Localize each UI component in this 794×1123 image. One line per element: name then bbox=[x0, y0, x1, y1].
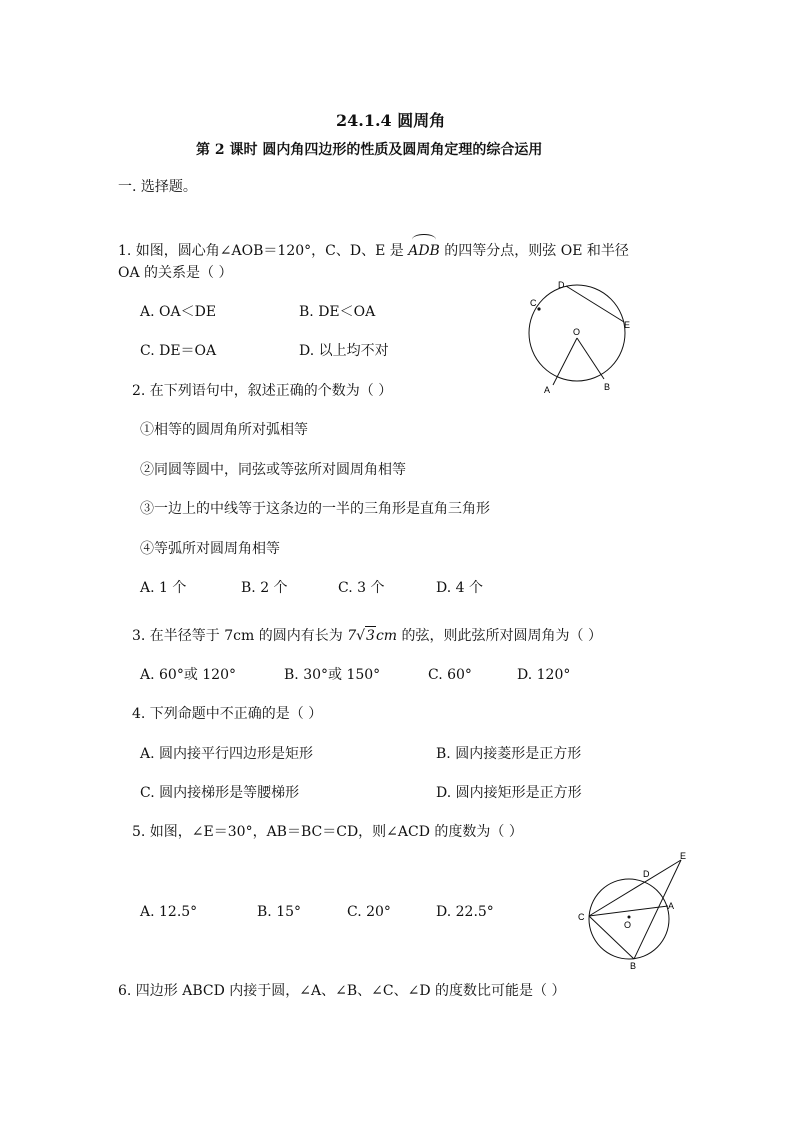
q5-circle-figure bbox=[572, 848, 696, 972]
q5-label-c: C bbox=[578, 912, 585, 922]
q2-option-c[interactable]: C. 3 个 bbox=[338, 580, 385, 596]
page-title: 24.1.4 圆周角 bbox=[336, 111, 446, 130]
q1-label-e: E bbox=[624, 320, 631, 330]
q3-option-b[interactable]: B. 30°或 150° bbox=[284, 667, 381, 683]
question-3-stem bbox=[132, 626, 602, 645]
q2-statement-3: ③一边上的中线等于这条边的一半的三角形是直角三角形 bbox=[140, 501, 490, 517]
q2-option-b[interactable]: B. 2 个 bbox=[241, 580, 288, 596]
q4-option-c[interactable]: C. 圆内接梯形是等腰梯形 bbox=[140, 785, 300, 801]
q1-label-b: B bbox=[604, 382, 611, 392]
question-5-stem: 5. 如图，∠E＝30°，AB＝BC＝CD，则∠ACD 的度数为（ ） bbox=[132, 824, 523, 840]
q5-label-d: D bbox=[643, 869, 650, 879]
q1-label-d: D bbox=[558, 280, 565, 290]
section-heading: 一. 选择题。 bbox=[118, 179, 197, 195]
q5-option-a[interactable]: A. 12.5° bbox=[140, 904, 198, 920]
q1-prefix: 1. 如图，圆心角∠AOB＝120°，C、D、E 是 bbox=[118, 243, 404, 259]
q5-option-d[interactable]: D. 22.5° bbox=[436, 904, 494, 920]
q2-statement-2: ②同圆等圆中，同弦或等弦所对圆周角相等 bbox=[140, 462, 406, 478]
q3-option-c[interactable]: C. 60° bbox=[428, 667, 472, 683]
q3-math: 7√3cm bbox=[347, 628, 398, 644]
q1-circle-figure bbox=[520, 276, 640, 400]
question-2-stem: 2. 在下列语句中，叙述正确的个数为（ ） bbox=[132, 383, 393, 399]
q1-arc-adb: ADB bbox=[408, 243, 440, 259]
q1-option-d[interactable]: D. 以上均不对 bbox=[299, 343, 389, 359]
q2-option-d[interactable]: D. 4 个 bbox=[436, 580, 483, 596]
q2-option-a[interactable]: A. 1 个 bbox=[140, 580, 187, 596]
q5-option-c[interactable]: C. 20° bbox=[347, 904, 391, 920]
q3-option-d[interactable]: D. 120° bbox=[517, 667, 571, 683]
q5-label-b: B bbox=[630, 961, 637, 971]
q2-statement-4: ④等弧所对圆周角相等 bbox=[140, 541, 280, 557]
question-4-stem: 4. 下列命题中不正确的是（ ） bbox=[132, 706, 323, 722]
q1-label-a: A bbox=[544, 385, 551, 395]
q4-option-a[interactable]: A. 圆内接平行四边形是矩形 bbox=[140, 746, 314, 762]
q3-option-a[interactable]: A. 60°或 120° bbox=[140, 667, 236, 683]
q4-option-d[interactable]: D. 圆内接矩形是正方形 bbox=[436, 785, 582, 801]
q5-option-b[interactable]: B. 15° bbox=[257, 904, 302, 920]
q5-label-a: A bbox=[668, 901, 675, 911]
q4-option-b[interactable]: B. 圆内接菱形是正方形 bbox=[436, 746, 582, 762]
q1-label-c: C bbox=[530, 298, 537, 308]
q5-label-o: O bbox=[624, 920, 632, 930]
q1-suffix: 的四等分点，则弦 OE 和半径 bbox=[444, 243, 629, 259]
q3-suffix: 的弦，则此弦所对圆周角为（ ） bbox=[401, 628, 602, 644]
question-1-line-1 bbox=[118, 242, 629, 260]
question-6-stem: 6. 四边形 ABCD 内接于圆，∠A、∠B、∠C、∠D 的度数比可能是（ ） bbox=[118, 983, 566, 999]
q1-option-c[interactable]: C. DE＝OA bbox=[140, 343, 217, 359]
q1-option-b[interactable]: B. DE＜OA bbox=[299, 304, 376, 320]
q2-statement-1: ①相等的圆周角所对弧相等 bbox=[140, 422, 308, 438]
q3-prefix: 3. 在半径等于 7cm 的圆内有长为 bbox=[132, 628, 343, 644]
q5-label-e: E bbox=[680, 851, 687, 861]
question-1-line-2: OA 的关系是（ ） bbox=[118, 265, 233, 281]
q1-label-o: O bbox=[573, 327, 581, 337]
q1-option-a[interactable]: A. OA＜DE bbox=[140, 304, 217, 320]
page-subtitle: 第 2 课时 圆内角四边形的性质及圆周角定理的综合运用 bbox=[196, 142, 543, 158]
